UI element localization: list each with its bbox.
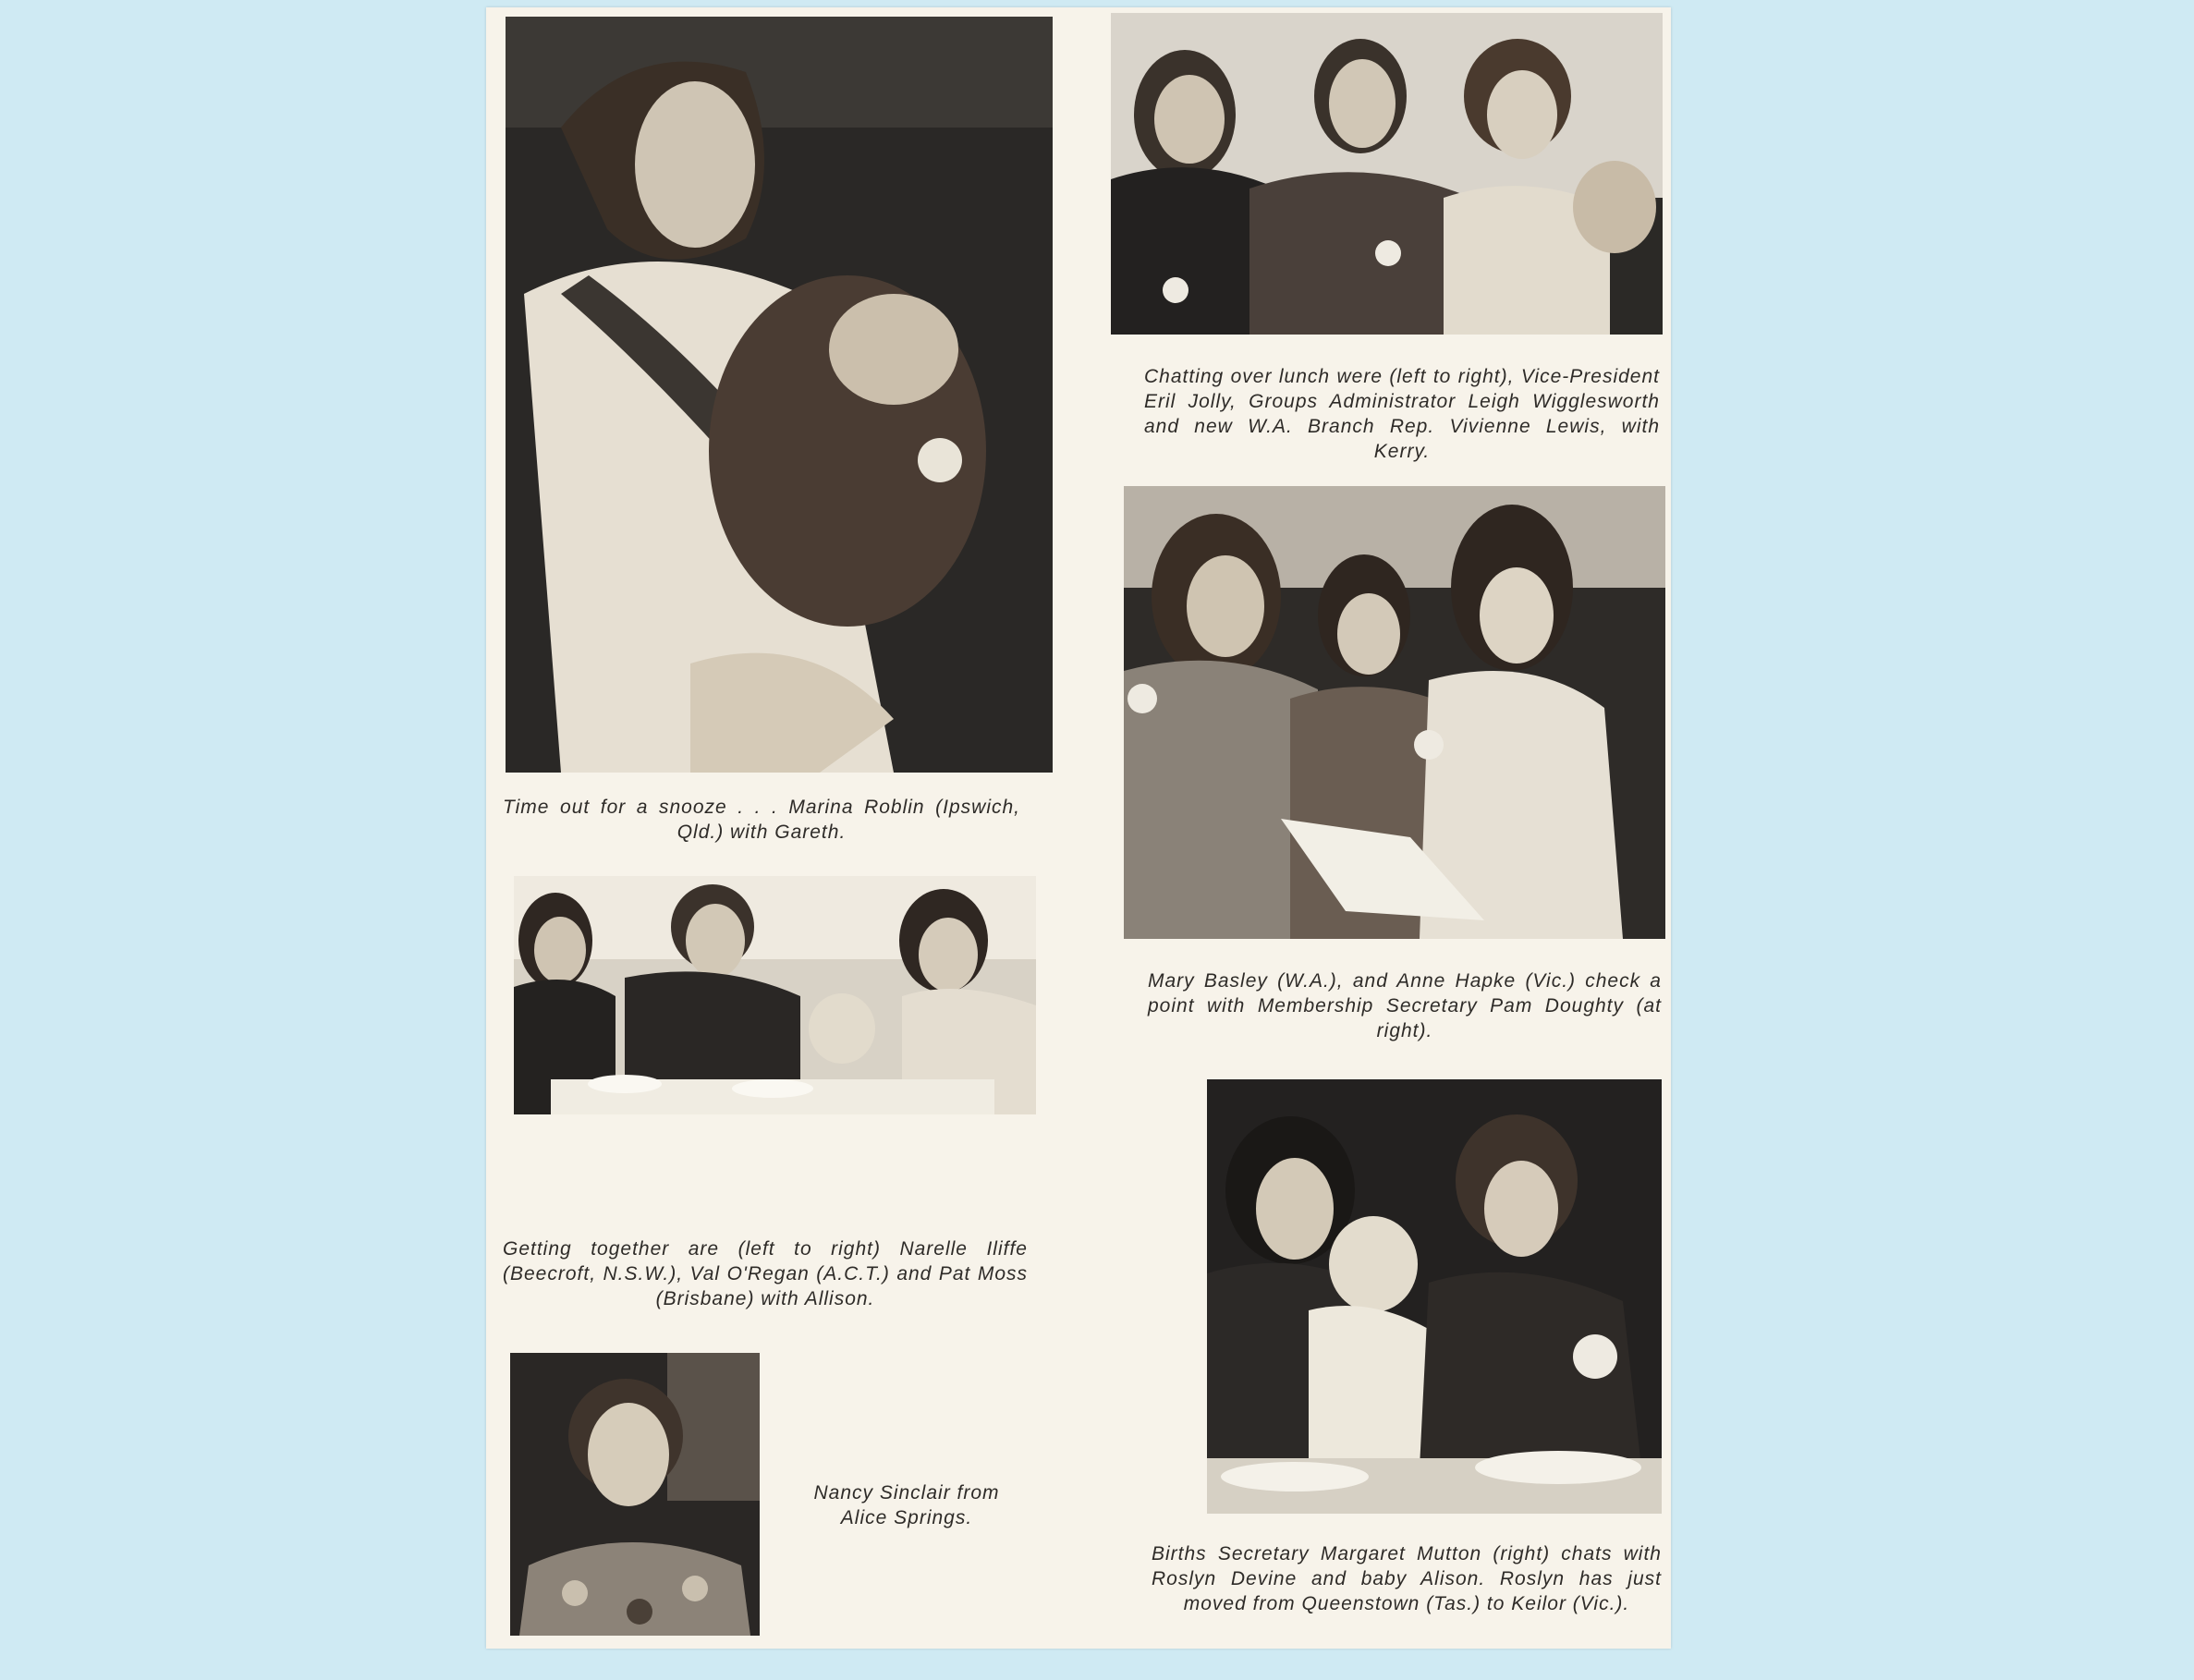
caption-group-at-table: Getting together are (left to right) Narelle Iliffe (Beecroft, N.S.W.), Val O'Regan (A.C.T.) and Pat Moss (Brisbane) with Allison.: [503, 1238, 1028, 1309]
photo-two-women-baby: [1207, 1079, 1662, 1514]
caption-three-women-book: Mary Basley (W.A.), and Anne Hapke (Vic.) check a point with Membership Secretary Pam Doughty (at right).: [1148, 970, 1662, 1041]
photo-group-at-table: [514, 876, 1036, 1114]
magazine-page: [486, 7, 1671, 1649]
caption-three-women-lunch: Chatting over lunch were (left to right), Vice-President Eril Jolly, Groups Administrator Leigh Wigglesworth and new W.A. Branch Rep. Vivienne Lewis, with Kerry.: [1144, 366, 1660, 462]
caption-portrait-woman: Nancy Sinclair from Alice Springs.: [813, 1482, 1000, 1528]
caption-two-women-baby: Births Secretary Margaret Mutton (right) chats with Roslyn Devine and baby Alison. Roslyn has just moved from Queenstown (Tas.) to Keilor (Vic.).: [1152, 1543, 1662, 1614]
photo-three-women-book: [1124, 486, 1665, 939]
caption-mother-baby-sling: Time out for a snooze . . . Marina Roblin (Ipswich, Qld.) with Gareth.: [503, 797, 1020, 843]
photo-three-women-lunch: [1111, 13, 1663, 335]
photo-portrait-woman: [510, 1353, 760, 1636]
photo-mother-baby-sling: [506, 17, 1053, 773]
